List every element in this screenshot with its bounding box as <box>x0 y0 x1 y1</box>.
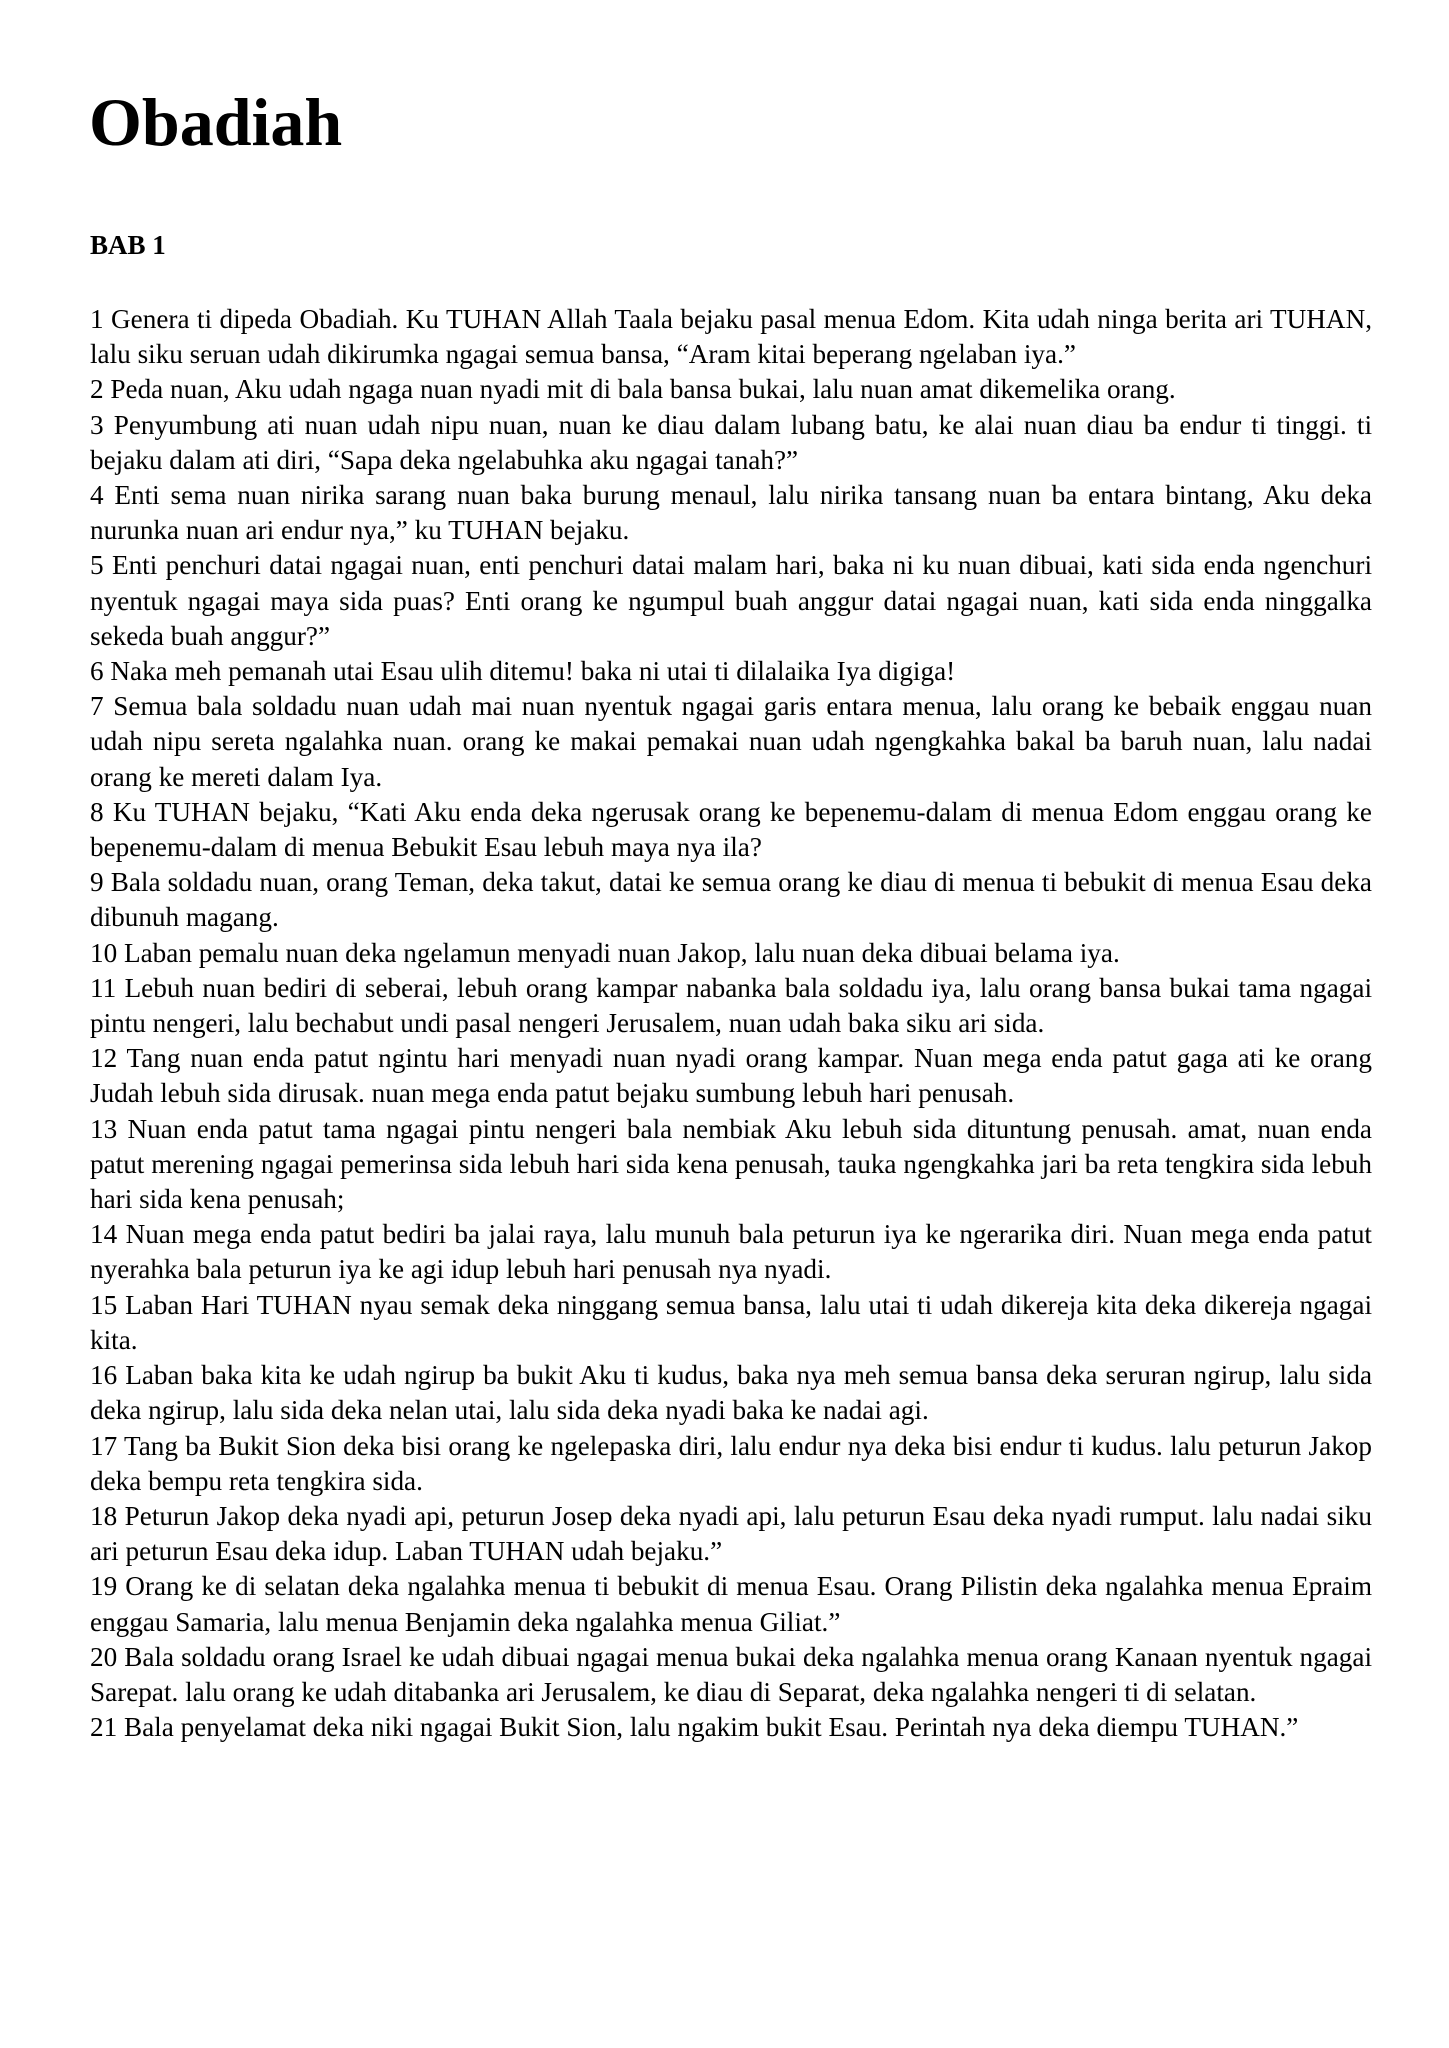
verse-text: Naka meh pemanah utai Esau ulih ditemu! baka ni utai ti dilalaika Iya digiga! <box>110 656 956 687</box>
verse-text: Penyumbung ati nuan udah nipu nuan, nuan ke diau dalam lubang batu, ke alai nuan diau ba endur ti tinggi. ti bejaku dalam ati diri, “Sapa deka ngelabuhka aku ngagai tanah?” <box>90 409 1373 475</box>
chapter-heading: BAB 1 <box>90 230 166 260</box>
verse-number: 5 <box>90 550 104 581</box>
verse-text: Genera ti dipeda Obadiah. Ku TUHAN Allah Taala bejaku pasal menua Edom. Kita udah ninga berita ari TUHAN, lalu siku seruan udah dikirumka ngagai semua bansa, “Aram kitai beperang ngelaban iya.” <box>90 304 1372 370</box>
verse-text: Orang ke di selatan deka ngalahka menua ti bebukit di menua Esau. Orang Pilistin deka ngalahka menua Epraim enggau Samaria, lalu menua Benjamin deka ngalahka menua Giliat.” <box>90 1571 1372 1637</box>
verse-text: Laban Hari TUHAN nyau semak deka ninggang semua bansa, lalu utai ti udah dikereja kita deka dikereja ngagai kita. <box>90 1289 1372 1355</box>
verse-number: 2 <box>90 374 104 405</box>
verse-list <box>90 302 1372 1745</box>
verse-17 <box>90 1429 1372 1499</box>
verse-text: Bala soldadu nuan, orang Teman, deka takut, datai ke semua orang ke diau di menua ti bebukit di menua Esau deka dibunuh magang. <box>90 867 1373 933</box>
verse-number: 8 <box>90 796 104 827</box>
verse-9 <box>90 865 1372 935</box>
verse-number: 7 <box>90 691 104 722</box>
verse-number: 21 <box>90 1712 118 1743</box>
verse-number: 11 <box>90 972 117 1003</box>
verse-number: 15 <box>90 1289 118 1320</box>
verse-15 <box>90 1288 1372 1358</box>
verse-number: 3 <box>90 409 104 440</box>
verse-text: Bala penyelamat deka niki ngagai Bukit Sion, lalu ngakim bukit Esau. Perintah nya deka diempu TUHAN.” <box>123 1712 1299 1743</box>
verse-number: 13 <box>90 1113 118 1144</box>
verse-number: 18 <box>90 1500 118 1531</box>
verse-8 <box>90 795 1372 865</box>
verse-text: Nuan enda patut tama ngagai pintu nengeri bala nembiak Aku lebuh sida dituntung penusah. amat, nuan enda patut merening ngagai pemerinsa sida lebuh hari sida kena penusah, tauka ngengkahka jari ba reta tengkira sida lebuh hari sida kena penusah; <box>90 1113 1372 1215</box>
verse-number: 1 <box>90 304 104 334</box>
verse-13 <box>90 1112 1372 1218</box>
verse-6 <box>90 654 1372 689</box>
verse-7 <box>90 689 1372 795</box>
verse-number: 16 <box>90 1360 118 1391</box>
verse-1 <box>90 302 1372 372</box>
verse-18 <box>90 1499 1372 1569</box>
verse-text: Lebuh nuan bediri di seberai, lebuh orang kampar nabanka bala soldadu iya, lalu orang bansa bukai tama ngagai pintu nengeri, lalu bechabut undi pasal nengeri Jerusalem, nuan udah baka siku ari sida. <box>90 972 1373 1039</box>
verse-12 <box>90 1041 1372 1111</box>
verse-11 <box>90 971 1372 1041</box>
verse-19 <box>90 1569 1372 1639</box>
verse-text: Enti penchuri datai ngagai nuan, enti penchuri datai malam hari, baka ni ku nuan dibuai, kati sida enda ngenchuri nyentuk ngagai maya sida puas? Enti orang ke ngumpul buah anggur datai ngagai nuan, kati sida enda ninggalka sekeda buah anggur?” <box>90 550 1372 651</box>
verse-text: Peda nuan, Aku udah ngaga nuan nyadi mit di bala bansa bukai, lalu nuan amat dikemelika orang. <box>110 374 1176 405</box>
verse-16 <box>90 1358 1372 1428</box>
verse-text: Tang ba Bukit Sion deka bisi orang ke ngelepaska diri, lalu endur nya deka bisi endur ti kudus. lalu peturun Jakop deka bempu reta tengkira sida. <box>90 1430 1372 1496</box>
verse-number: 9 <box>90 867 104 898</box>
verse-2 <box>90 372 1372 407</box>
verse-21 <box>90 1710 1372 1745</box>
verse-number: 17 <box>90 1430 118 1461</box>
verse-text: Tang nuan enda patut ngintu hari menyadi nuan nyadi orang kampar. Nuan mega enda patut gaga ati ke orang Judah lebuh sida dirusak. nuan mega enda patut bejaku sumbung lebuh hari penusah. <box>90 1043 1372 1109</box>
verse-number: 20 <box>90 1641 118 1672</box>
verse-number: 10 <box>90 937 118 968</box>
book-title: Obadiah <box>89 84 343 160</box>
verse-text: Nuan mega enda patut bediri ba jalai raya, lalu munuh bala peturun iya ke ngerarika diri. Nuan mega enda patut nyerahka bala peturun iya ke agi idup lebuh hari penusah nya nyadi. <box>90 1219 1372 1285</box>
verse-text: Semua bala soldadu nuan udah mai nuan nyentuk ngagai garis entara menua, lalu orang ke bebaik enggau nuan udah nipu sereta ngalahka nuan. orang ke makai pemakai nuan udah ngengkahka bakal ba baruh nuan, lalu nadai orang ke mereti dalam Iya. <box>90 691 1373 792</box>
verse-14 <box>90 1217 1372 1287</box>
verse-text: Bala soldadu orang Israel ke udah dibuai ngagai menua bukai deka ngalahka menua orang Kanaan nyentuk ngagai Sarepat. lalu orang ke udah ditabanka ari Jerusalem, ke diau di Separat, deka ngalahka nengeri ti di selatan. <box>90 1641 1372 1707</box>
verse-number: 12 <box>90 1043 118 1074</box>
verse-text: Peturun Jakop deka nyadi api, peturun Josep deka nyadi api, lalu peturun Esau deka nyadi rumput. lalu nadai siku ari peturun Esau deka idup. Laban TUHAN udah bejaku.” <box>90 1500 1372 1567</box>
verse-4 <box>90 478 1372 548</box>
verse-text: Laban pemalu nuan deka ngelamun menyadi nuan Jakop, lalu nuan deka dibuai belama iya. <box>123 937 1120 968</box>
verse-10 <box>90 936 1372 971</box>
verse-text: Laban baka kita ke udah ngirup ba bukit Aku ti kudus, baka nya meh semua bansa deka seruran ngirup, lalu sida deka ngirup, lalu sida deka nelan utai, lalu sida deka nyadi baka ke nadai agi. <box>90 1360 1373 1426</box>
verse-20 <box>90 1640 1372 1710</box>
verse-number: 4 <box>90 480 104 511</box>
verse-text: Ku TUHAN bejaku, “Kati Aku enda deka ngerusak orang ke bepenemu-dalam di menua Edom enggau orang ke bepenemu-dalam di menua Bebukit Esau lebuh maya nya ila? <box>90 796 1373 863</box>
verse-number: 6 <box>90 656 104 687</box>
verse-number: 14 <box>90 1219 118 1250</box>
verse-5 <box>90 548 1372 654</box>
verse-number: 19 <box>90 1571 118 1602</box>
verse-text: Enti sema nuan nirika sarang nuan baka burung menaul, lalu nirika tansang nuan ba entara bintang, Aku deka nurunka nuan ari endur nya,” ku TUHAN bejaku. <box>90 480 1372 546</box>
verse-3 <box>90 408 1372 478</box>
